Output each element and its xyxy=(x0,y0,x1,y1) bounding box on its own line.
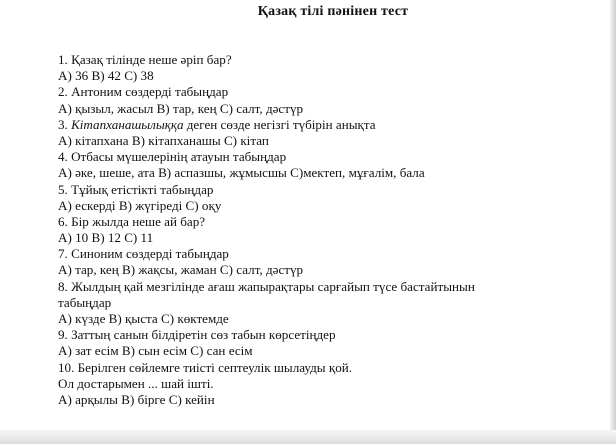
question-7: 7. Синоним сөздерді табыңдар xyxy=(58,246,229,262)
question-10-sentence: Ол достарымен ... шай ішті. xyxy=(58,375,214,391)
question-8: 8. Жылдың қай мезгілінде ағаш жапырақтары сарғайып түсе бастайтынын xyxy=(58,278,475,294)
document-page xyxy=(58,0,608,430)
answer-options-5: А) ескерді В) жүгіреді С) оқу xyxy=(58,197,222,213)
question-8-continued: табыңдар xyxy=(58,294,112,310)
question-9: 9. Заттың санын білдіретін сөз табын көрсетіңдер xyxy=(58,327,336,343)
question-3-number: 3. xyxy=(58,116,72,132)
answer-options-1: А) 36 В) 42 С) 38 xyxy=(58,68,154,84)
question-1: 1. Қазақ тілінде неше әріп бар? xyxy=(58,52,232,67)
question-5: 5. Тұйық етістікті табыңдар xyxy=(58,181,214,197)
answer-options-6: А) 10 В) 12 С) 11 xyxy=(58,230,154,246)
answer-options-4: А) әке, шеше, ата В) аспазшы, жұмысшы С)мектеп, мұғалім, бала xyxy=(58,165,425,181)
answer-options-7: А) тар, кең В) жақсы, жаман С) салт, дәстүр xyxy=(58,262,304,278)
answer-options-9: А) зат есім В) сын есім С) сан есім xyxy=(58,343,253,359)
page-edge-shadow-bottom xyxy=(0,430,616,444)
answer-options-2: А) қызыл, жасыл В) тар, кең С) салт, дәстүр xyxy=(58,100,304,116)
answer-options-3: А) кітапхана В) кітапханашы С) кітап xyxy=(58,132,269,148)
question-10: 10. Берілген сөйлемге тиісті септеулік шылауды қой. xyxy=(58,359,353,375)
question-6: 6. Бір жылда неше ай бар? xyxy=(58,213,206,229)
question-4: 4. Отбасы мүшелерінің атауын табыңдар xyxy=(58,149,287,165)
question-3 xyxy=(58,117,608,133)
question-list xyxy=(58,52,608,408)
question-3-italic-word: Кітапханашылыққа xyxy=(71,116,184,132)
question-2: 2. Антоним сөздерді табыңдар xyxy=(58,84,229,100)
question-3-text: деген сөзде негізгі түбірін анықта xyxy=(183,116,376,132)
document-title: Қазақ тілі пәнінен тест xyxy=(257,4,409,19)
page-edge-shadow-right xyxy=(610,0,616,444)
answer-options-8: А) күзде В) қыста С) көктемде xyxy=(58,311,229,326)
answer-options-10: А) арқылы В) бірге С) кейін xyxy=(58,391,215,407)
